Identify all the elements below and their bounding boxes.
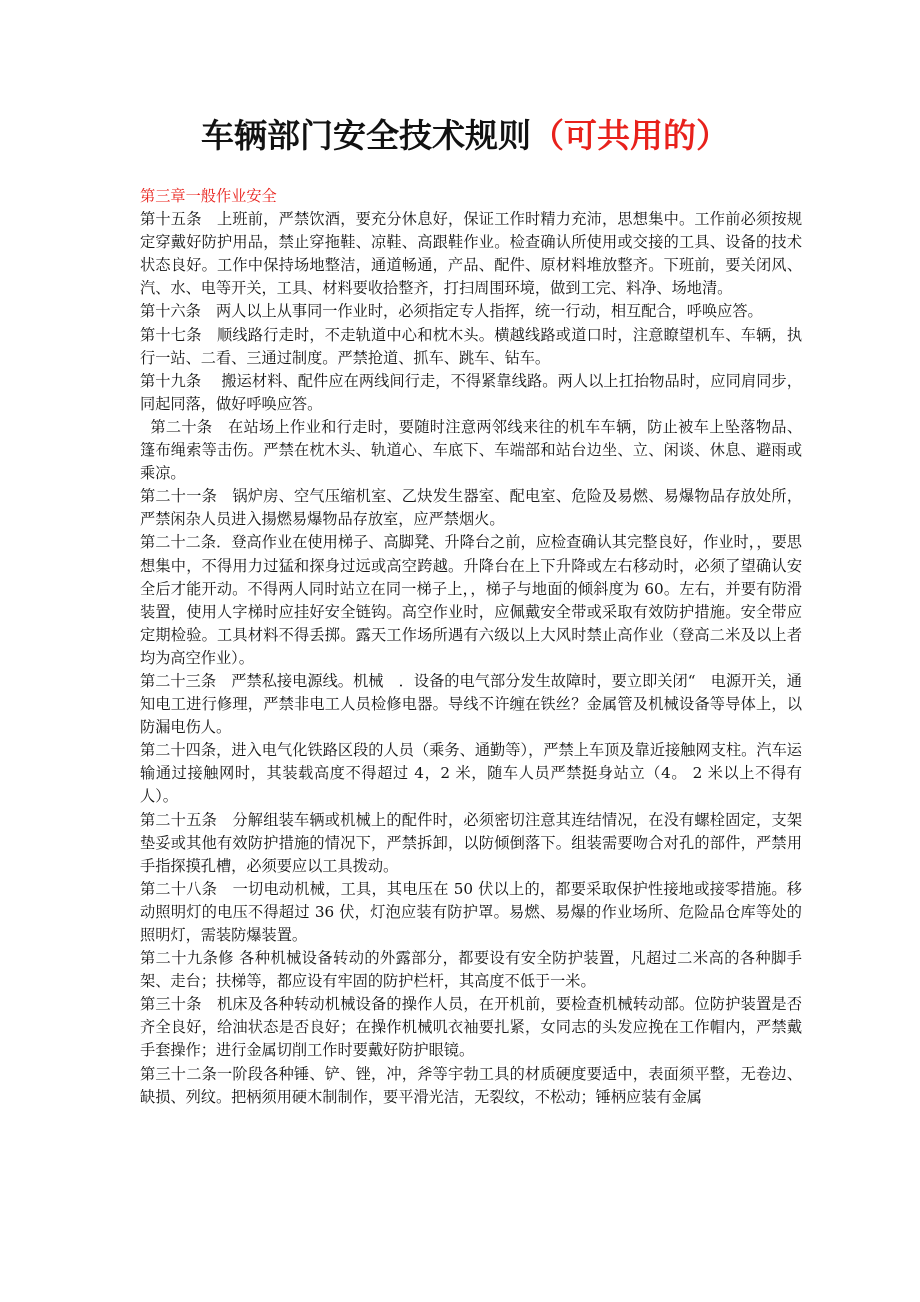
document-title [140, 112, 790, 160]
article-21: 第二十一条 锅炉房、空气压缩机室、乙炔发生器室、配电室、危险及易燃、易爆物品存放处所，严禁闲杂人员进入揚燃易爆物品存放室，应严禁烟火。 [140, 487, 802, 529]
title-main: 车辆部门安全技术规则 [201, 116, 531, 155]
article-29: 第二十九条修 各种机械设备转动的外露部分，都要设有安全防护装置，凡超过二米高的各种脚手架、走台；扶梯等，都应设有牢固的防护栏杆，其高度不低于一米。 [140, 949, 802, 991]
article-24: 第二十四条，进入电气化铁路区段的人员（乘务、通勤等），严禁上车顶及靠近接触网支柱。汽车运输通过接触网时，其装载高度不得超过 4，2 米，随车人员严禁挺身站立（4。 2 米以上不得有人）。 [140, 741, 802, 806]
article-17: 第十七条 顺线路行走时，不走轨道中心和枕木头。横越线路或道口时，注意瞭望机车、车辆，执行一站、二看、三通过制度。严禁抢道、抓车、跳车、钻车。 [140, 325, 802, 367]
article-22: 第二十二条．登高作业在使用梯子、高脚凳、升降台之前，应检查确认其完整良好，作业时，，要思想集中，不得用力过猛和探身过远或高空跨越。升降台在上下升降或左右移动时，必须了望确认安全后才能开动。不得两人同时站立在同一梯子上，，梯子与地面的倾斜度为 60。左右，并要有防滑装置，使用人字梯时应挂好安全链钩。高空作业时，应佩戴安全带或采取有效防护措施。安全带应定期检验。工具材料不得丢掷。露天工作场所遇有六级以上大风时禁止高作业（登高二米及以上者均为高空作业）。 [140, 533, 802, 667]
article-30: 第三十条 机床及各种转动机械设备的操作人员，在开机前，要检查机械转动部。位防护装置是否齐全良好，给油状态是否良好；在操作机械叽衣袖要扎紧，女同志的头发应挽在工作帽内，严禁戴手套操作；进行金属切削工作时要戴好防护眼镜。 [140, 995, 802, 1060]
article-32: 第三十二条一阶段各种锤、铲、锉，冲，斧等宇勃工具的材质硬度要适中，表面须平整，无卷边、缺损、列纹。把柄须用硬木制制作，要平滑光洁，无裂纹，不松动；锤柄应装有金属 [140, 1064, 802, 1106]
article-15: 第十五条 上班前，严禁饮酒，要充分休息好，保证工作时精力充沛，思想集中。工作前必须按规定穿戴好防护用品，禁止穿拖鞋、凉鞋、高跟鞋作业。检查确认所使用或交接的工具、设备的技术状态良好。工作中保持场地整洁，通道畅通，产品、配件、原材料堆放整齐。下班前，要关闭风、汽、水、电等开关，工具、材料要收拾整齐，打扫周围环境，做到工完、料净、场地清。 [140, 210, 802, 298]
title-suffix: （可共用的） [531, 116, 729, 155]
article-20: 第二十条 在站场上作业和行走时，要随时注意两邻线来往的机车车辆，防止被车上坠落物品、篷布绳索等击伤。严禁在枕木头、轨道心、车底下、车端部和站台边坐、立、闲谈、休息、避雨或乘凉。 [140, 417, 803, 483]
article-19: 第十九条 搬运材料、配件应在两线间行走，不得紧靠线路。两人以上扛抬物品时，应同肩同步，同起同落，做好呼唤应答。 [140, 371, 802, 413]
article-25: 第二十五条 分解组装车辆或机械上的配件时，必须密切注意其连结情况，在没有螺栓固定，支架垫妥或其他有效防护措施的情况下，严禁拆卸，以防倾倒落下。组装需要吻合对孔的部件，严禁用手指探摸孔槽，必须要应以工具拨动。 [140, 810, 802, 875]
chapter-heading: 第三章一般作业安全 [140, 187, 277, 205]
article-23: 第二十三条 严禁私接电源线。机械 ．设备的电气部分发生故障时，要立即关闭“ 电源开关，通知电工进行修理，严禁非电工人员检修电器。导线不许缠在铁丝？金属管及机械设备等导体上，以防漏电伤人。 [140, 671, 802, 737]
article-16: 第十六条 两人以上从事同一作业时，必须指定专人指挥，统一行动，相互配合，呼唤应答。 [140, 302, 763, 321]
document-body [140, 185, 802, 1109]
article-28: 第二十八条 一切电动机械，工具，其电压在 50 伏以上的，都要采取保护性接地或接零措施。移动照明灯的电压不得超过 36 伏，灯泡应装有防护罩。易燃、易爆的作业场所、危险品仓库等处的照明灯，需装防爆装置。 [140, 879, 802, 944]
